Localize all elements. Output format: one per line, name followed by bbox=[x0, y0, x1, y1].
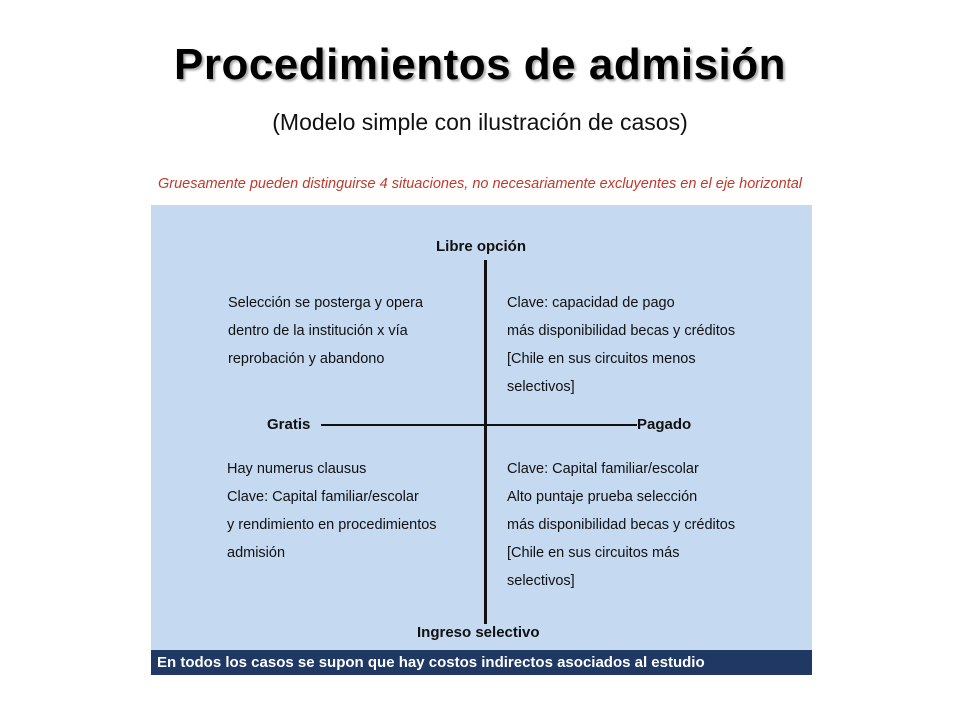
quadrant-top-left bbox=[228, 289, 423, 373]
quadrant-top-right bbox=[507, 289, 735, 401]
quadrant-line: reprobación y abandono bbox=[228, 351, 385, 367]
quadrant-line: más disponibilidad becas y créditos bbox=[507, 517, 736, 533]
slide-title: Procedimientos de admisión bbox=[173, 40, 787, 89]
quadrant-line: Hay numerus clausus bbox=[227, 461, 367, 477]
quadrant-line: Clave: Capital familiar/escolar bbox=[227, 489, 419, 505]
quadrant-line: dentro de la institución x vía bbox=[228, 323, 408, 339]
vertical-axis bbox=[484, 260, 487, 627]
quadrant-line: [Chile en sus circuitos menos bbox=[507, 351, 696, 367]
slide-subtitle: (Modelo simple con ilustración de casos) bbox=[272, 109, 688, 135]
quadrant-line: y rendimiento en procedimientos bbox=[227, 517, 437, 533]
axis-label-top: Libre opción bbox=[436, 238, 526, 255]
axis-label-bottom: Ingreso selectivo bbox=[417, 624, 540, 641]
quadrant-line: admisión bbox=[227, 545, 286, 561]
quadrant-line: selectivos] bbox=[507, 573, 575, 589]
quadrant-bottom-left bbox=[227, 455, 437, 567]
quadrant-line: más disponibilidad becas y créditos bbox=[507, 323, 736, 339]
quadrant-diagram bbox=[151, 205, 812, 675]
quadrant-line: [Chile en sus circuitos más bbox=[507, 545, 680, 561]
quadrant-line: Clave: capacidad de pago bbox=[507, 295, 675, 311]
quadrant-line: Alto puntaje prueba selección bbox=[507, 489, 698, 505]
quadrant-line: Clave: Capital familiar/escolar bbox=[507, 461, 699, 477]
quadrant-bottom-right bbox=[507, 455, 735, 595]
footer-banner: En todos los casos se supon que hay costos indirectos asociados al estudio bbox=[151, 650, 812, 675]
slide-note: Gruesamente pueden distinguirse 4 situaciones, no necesariamente excluyentes en el eje horizontal bbox=[157, 176, 803, 192]
quadrant-line: selectivos] bbox=[507, 379, 575, 395]
quadrant-line: Selección se posterga y opera bbox=[228, 295, 424, 311]
axis-label-right: Pagado bbox=[637, 416, 692, 433]
axis-label-left: Gratis bbox=[267, 416, 311, 433]
horizontal-axis bbox=[321, 424, 639, 426]
